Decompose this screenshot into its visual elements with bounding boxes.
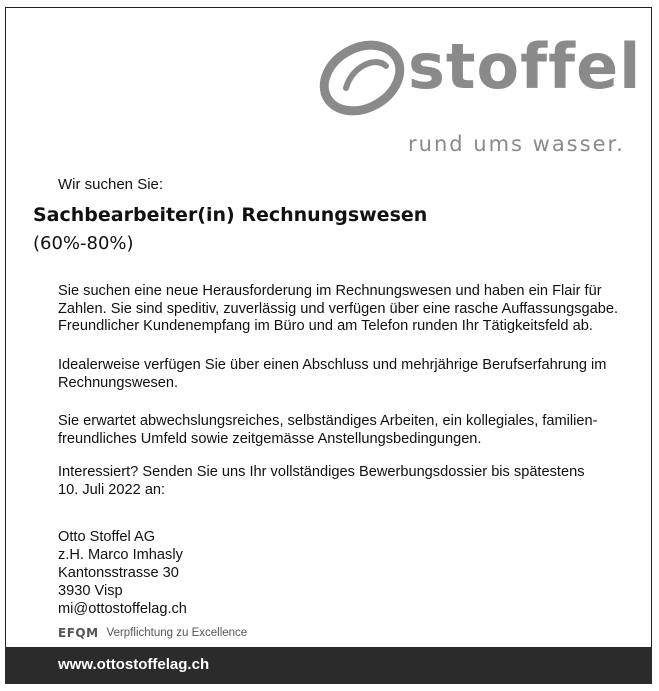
paragraph-offer — [58, 413, 648, 448]
footer-website-link[interactable]: www.ottostoffelag.ch — [58, 656, 210, 673]
logo-tagline: rund ums wasser. — [408, 132, 625, 156]
address-city: 3930 Visp — [58, 583, 123, 599]
paragraph-line: Sie suchen eine neue Herausforderung im Rechnungswesen und haben ein Flair für — [58, 283, 602, 299]
paragraph-requirements — [58, 357, 648, 392]
paragraph-line: Freundlicher Kundenempfang im Büro und am Telefon runden Ihr Tätigkeitsfeld ab. — [58, 318, 593, 335]
logo-wordmark: stoffel — [408, 30, 642, 103]
paragraph-line: Sie erwartet abwechslungsreiches, selbständiges Arbeiten, ein kollegiales, familien- — [58, 413, 598, 429]
paragraph-line: freundliches Umfeld sowie zeitgemässe Anstellungsbedingungen. — [58, 430, 482, 447]
address-email[interactable]: mi@ottostoffelag.ch — [58, 601, 187, 617]
job-percentage: (60%-80%) — [33, 233, 134, 254]
intro-text: Wir suchen Sie: — [58, 176, 164, 193]
paragraph-line: Zahlen. Sie sind speditiv, zuverlässig und verfügen über eine rasche Auffassungsgabe. — [58, 300, 619, 317]
address-street: Kantonsstrasse 30 — [58, 565, 179, 581]
paragraph-line: Idealerweise verfügen Sie über einen Abschluss und mehrjährige Berufserfahrung im — [58, 357, 607, 373]
job-title: Sachbearbeiter(in) Rechnungswesen — [33, 204, 428, 226]
address-company: Otto Stoffel AG — [58, 529, 156, 545]
address-attention: z.H. Marco Imhasly — [58, 547, 183, 563]
efqm-text: Verpflichtung zu Excellence — [106, 627, 248, 639]
paragraph-application — [58, 464, 648, 499]
stoffel-swirl-icon — [316, 36, 412, 116]
paragraph-line: Interessiert? Senden Sie uns Ihr vollständiges Bewerbungsdossier bis spätestens — [58, 464, 585, 480]
contact-address — [58, 528, 187, 618]
efqm-badge — [58, 626, 247, 640]
footer-bar — [5, 647, 652, 684]
paragraph-line: Rechnungswesen. — [58, 374, 179, 391]
efqm-logo-icon: EFQM — [58, 626, 99, 640]
stoffel-logo — [316, 30, 642, 160]
paragraph-line: 10. Juli 2022 an: — [58, 481, 166, 498]
paragraph-responsibilities — [58, 283, 648, 336]
